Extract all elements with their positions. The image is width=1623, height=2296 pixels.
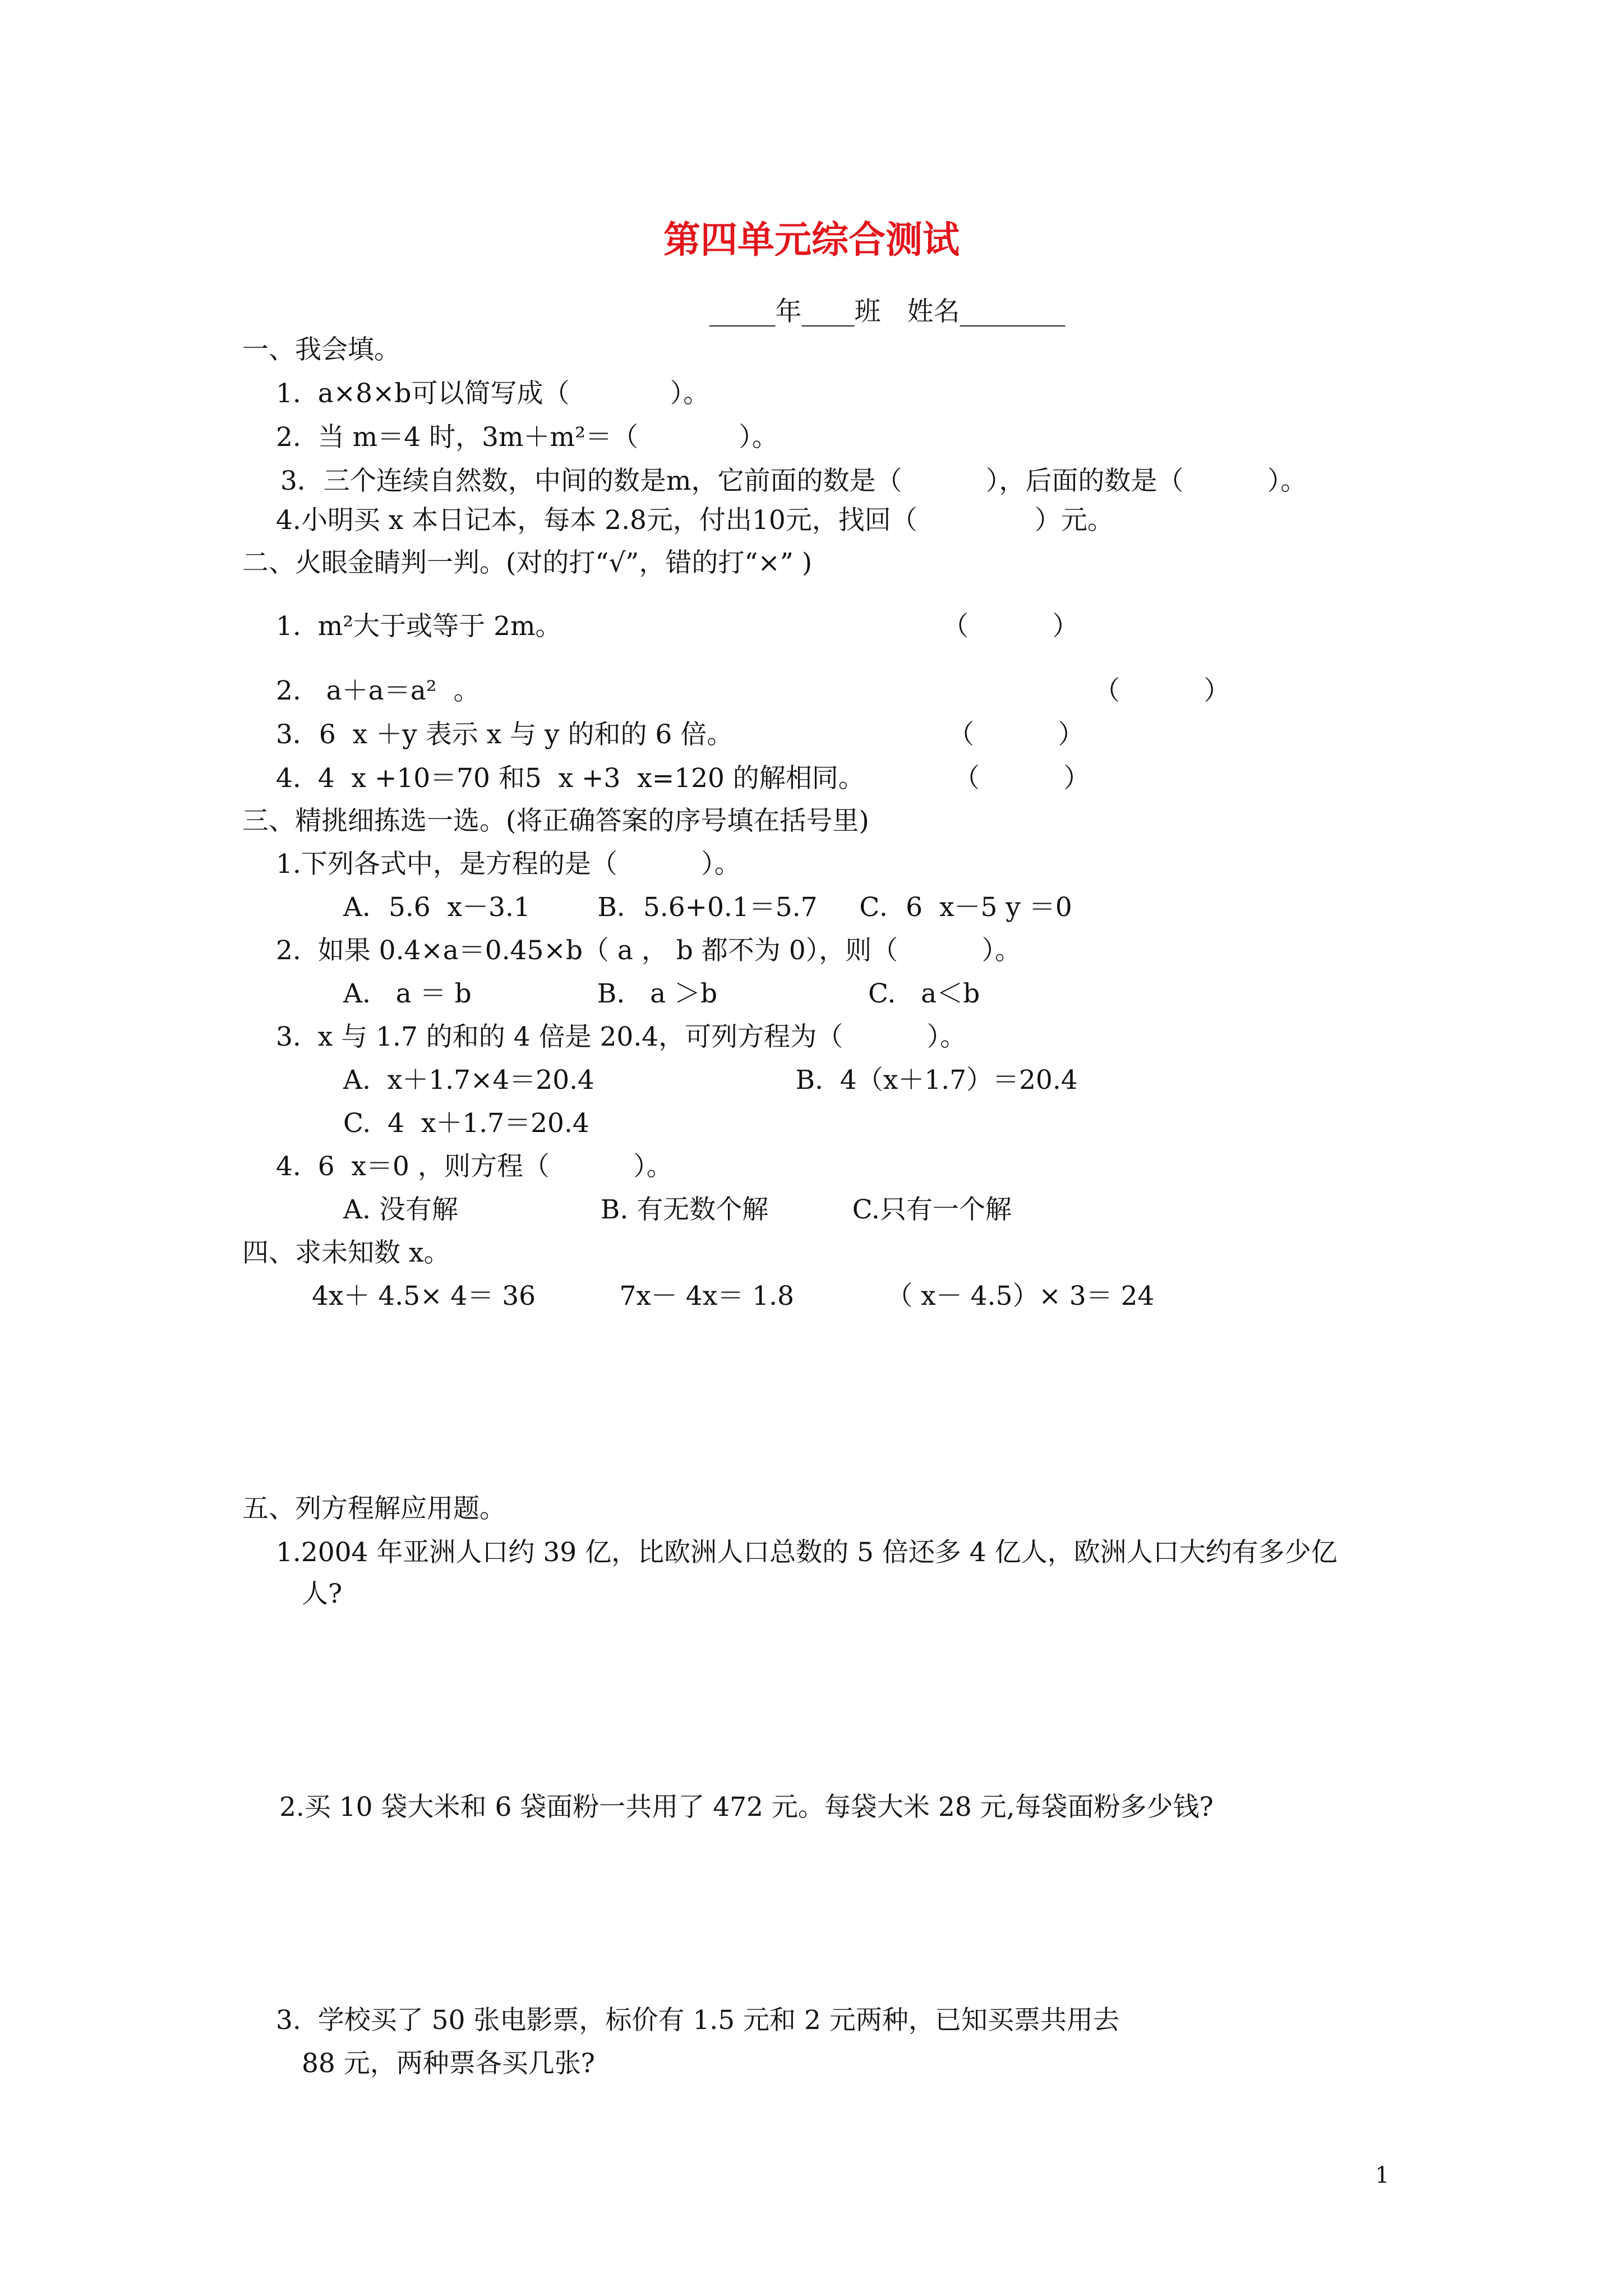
section1-question-4: 4.小明买 x 本日记本，每本 2.8元，付出10元，找回（ ）元。 xyxy=(276,505,1114,536)
section5-question-3-line2: 88 元，两种票各买几张? xyxy=(302,2048,595,2079)
section1-question-3: 3．三个连续自然数，中间的数是m，它前面的数是（ ），后面的数是（ ）。 xyxy=(280,466,1307,496)
section5-question-1-line1: 1.2004 年亚洲人口约 39 亿，比欧洲人口总数的 5 倍还多 4 亿人，欧洲人口大约有多少亿 xyxy=(276,1537,1338,1568)
page-title: 第四单元综合测试 xyxy=(663,218,960,261)
section2-answer-blank-2: （ ） xyxy=(1094,675,1230,706)
section2-question-4: 4. 4 x +10＝70 和5 x +3 x=120 的解相同。 xyxy=(276,763,865,794)
section3-options-4: A. 没有解 B. 有无数个解 C.只有一个解 xyxy=(343,1194,1012,1225)
section3-question-1: 1.下列各式中，是方程的是（ ）。 xyxy=(276,849,741,880)
section3-options-1: A．5.6 x－3.1 B．5.6+0.1＝5.7 C．6 x－5 y ＝0 xyxy=(343,892,1072,923)
section3-question-4: 4. 6 x＝0 ，则方程（ ）。 xyxy=(276,1151,673,1182)
section3-options-3b: C. 4 x＋1.7＝20.4 xyxy=(343,1108,589,1139)
section2-question-1: 1. m²大于或等于 2m。 xyxy=(276,611,562,642)
section3-heading: 三、精挑细拣选一选。(将正确答案的序号填在括号里) xyxy=(242,806,869,836)
section5-question-1-line2: 人? xyxy=(302,1579,343,1609)
section2-heading: 二、火眼金睛判一判。(对的打“√”，错的打“×” ) xyxy=(242,547,813,578)
section4-heading: 四、求未知数 x。 xyxy=(242,1237,450,1268)
section3-question-2: 2. 如果 0.4×a＝0.45×b（ a ， b 都不为 0），则（ ）。 xyxy=(276,935,1022,966)
section2-question-3: 3．6 x ＋y 表示 x 与 y 的和的 6 倍。 xyxy=(276,719,734,750)
section2-answer-blank-4: （ ） xyxy=(953,763,1090,794)
section4-equations: 4x＋ 4.5× 4＝ 36 7x－ 4x＝ 1.8 （ x－ 4.5）× 3＝ 24 xyxy=(312,1281,1155,1312)
section2-answer-blank-1: （ ） xyxy=(942,611,1079,642)
section3-options-3a: A. x＋1.7×4＝20.4 B. 4（x＋1.7）＝20.4 xyxy=(343,1065,1078,1096)
section5-question-2: 2.买 10 袋大米和 6 袋面粉一共用了 472 元。每袋大米 28 元,每袋面粉多少钱? xyxy=(279,1792,1214,1823)
section2-question-2: 2. a＋a＝a² 。 xyxy=(276,675,480,706)
page-number: 1 xyxy=(1375,2162,1390,2188)
section5-question-3-line1: 3. 学校买了 50 张电影票，标价有 1.5 元和 2 元两种，已知买票共用去 xyxy=(276,2005,1119,2036)
student-info-line: _____年____班 姓名________ xyxy=(709,296,1066,327)
section5-heading: 五、列方程解应用题。 xyxy=(242,1493,506,1524)
section3-question-3: 3. x 与 1.7 的和的 4 倍是 20.4，可列方程为（ ）。 xyxy=(276,1022,967,1052)
section1-question-1: 1. a×8×b可以简写成（ ）。 xyxy=(276,378,710,409)
section1-question-2: 2. 当 m＝4 时，3m＋m²＝（ ）。 xyxy=(276,422,778,453)
section2-answer-blank-3: （ ） xyxy=(948,719,1085,750)
section3-options-2: A. a ＝ b B. a ＞b C. a＜b xyxy=(343,978,980,1009)
section1-heading: 一、我会填。 xyxy=(242,334,400,365)
